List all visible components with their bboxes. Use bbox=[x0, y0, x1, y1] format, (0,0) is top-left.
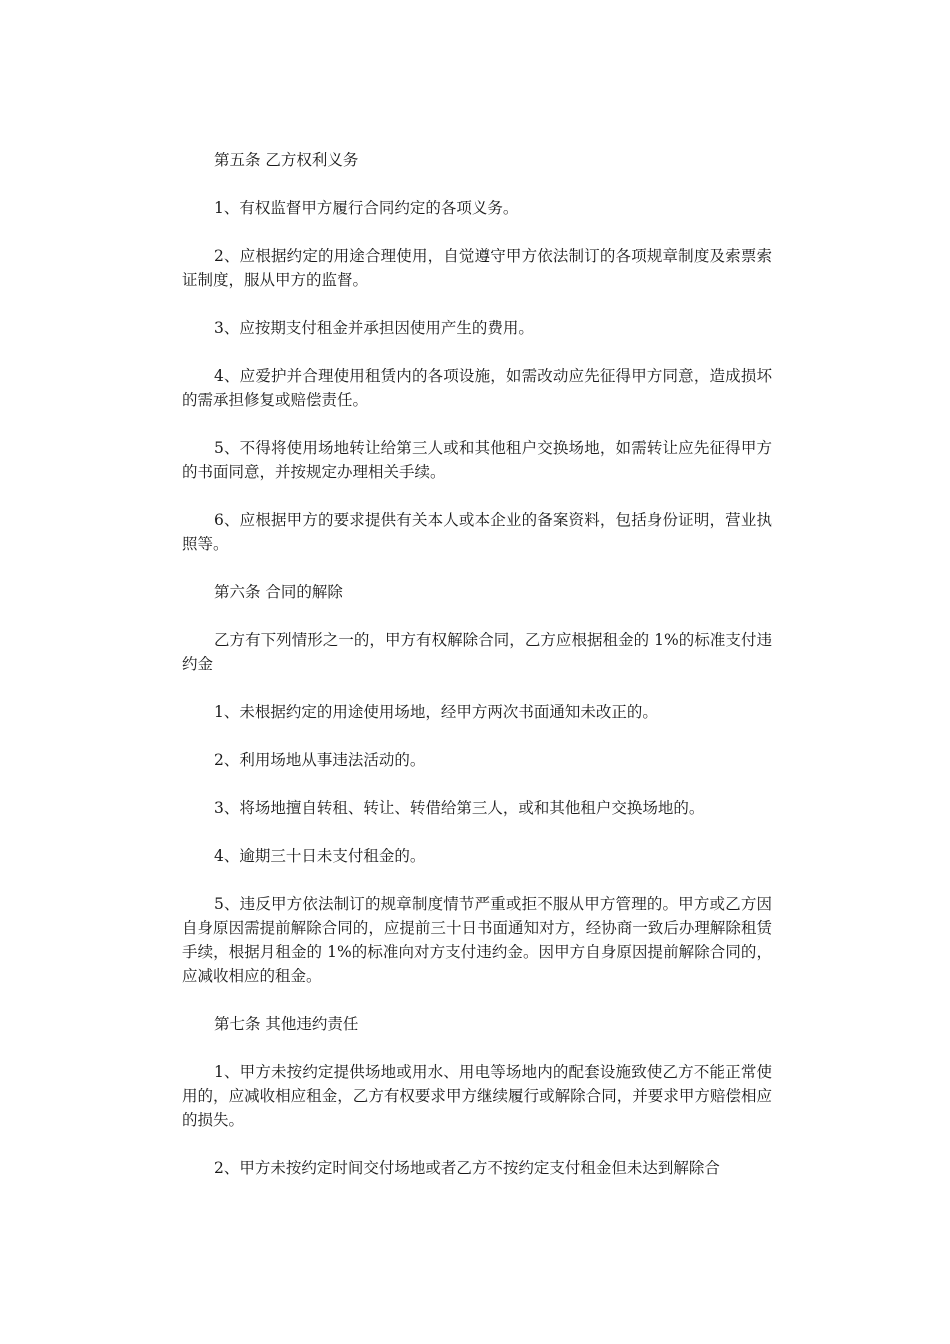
clause-paragraph: 6、应根据甲方的要求提供有关本人或本企业的备案资料，包括身份证明，营业执照等。 bbox=[182, 511, 772, 553]
section-heading-5: 第五条 乙方权利义务 bbox=[214, 151, 359, 169]
clause-paragraph: 5、违反甲方依法制订的规章制度情节严重或拒不服从甲方管理的。甲方或乙方因自身原因需提前解除合同的，应提前三十日书面通知对方，经协商一致后办理解除租赁手续，根据月租金的 1%的标准向对方支付违约金。因甲方自身原因提前解除合同的，应减收相应的租金。 bbox=[182, 895, 772, 985]
clause-paragraph: 4、逾期三十日未支付租金的。 bbox=[214, 847, 426, 865]
section-heading-6: 第六条 合同的解除 bbox=[214, 583, 343, 601]
clause-paragraph: 1、甲方未按约定提供场地或用水、用电等场地内的配套设施致使乙方不能正常使用的，应减收相应租金，乙方有权要求甲方继续履行或解除合同，并要求甲方赔偿相应的损失。 bbox=[182, 1063, 772, 1129]
clause-paragraph: 5、不得将使用场地转让给第三人或和其他租户交换场地，如需转让应先征得甲方的书面同意，并按规定办理相关手续。 bbox=[182, 439, 772, 481]
clause-paragraph: 2、甲方未按约定时间交付场地或者乙方不按约定支付租金但未达到解除合 bbox=[214, 1159, 720, 1177]
clause-paragraph: 3、将场地擅自转租、转让、转借给第三人，或和其他租户交换场地的。 bbox=[214, 799, 705, 817]
clause-paragraph: 3、应按期支付租金并承担因使用产生的费用。 bbox=[214, 319, 534, 337]
clause-paragraph: 4、应爱护并合理使用租赁内的各项设施，如需改动应先征得甲方同意，造成损坏的需承担修复或赔偿责任。 bbox=[182, 367, 772, 409]
clause-paragraph: 1、有权监督甲方履行合同约定的各项义务。 bbox=[214, 199, 519, 217]
clause-paragraph: 2、利用场地从事违法活动的。 bbox=[214, 751, 426, 769]
document-body bbox=[182, 148, 772, 1204]
clause-paragraph: 2、应根据约定的用途合理使用，自觉遵守甲方依法制订的各项规章制度及索票索证制度，服从甲方的监督。 bbox=[182, 247, 772, 289]
section-heading-7: 第七条 其他违约责任 bbox=[214, 1015, 359, 1033]
clause-paragraph: 1、未根据约定的用途使用场地，经甲方两次书面通知未改正的。 bbox=[214, 703, 658, 721]
clause-paragraph: 乙方有下列情形之一的，甲方有权解除合同，乙方应根据租金的 1%的标准支付违约金 bbox=[182, 631, 772, 673]
